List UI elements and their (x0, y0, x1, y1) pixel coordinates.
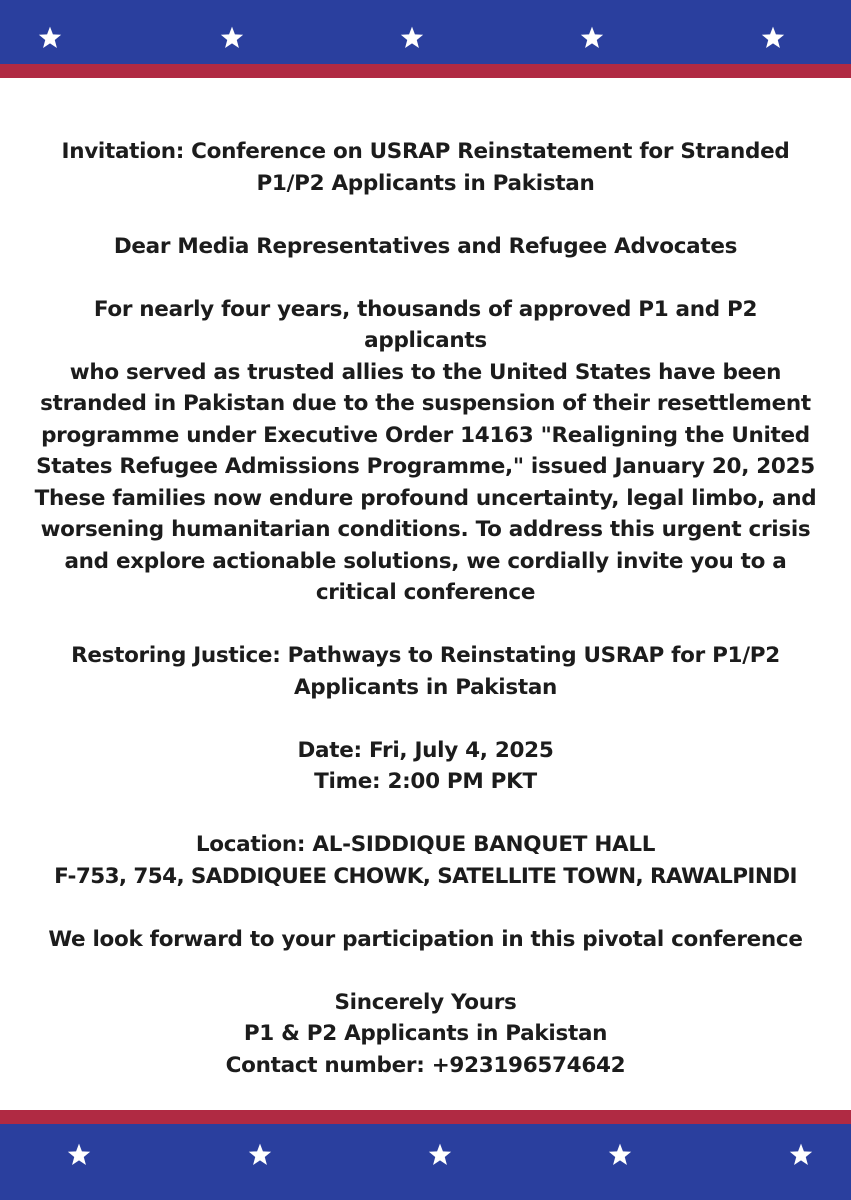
body-line: critical conference (315, 580, 536, 605)
salutation-text: Dear Media Representatives and Refugee Advocates (113, 233, 738, 259)
title-line-1: Invitation: Conference on USRAP Reinstatement for Stranded (61, 139, 790, 164)
body-line: programme under Executive Order 14163 "Realigning the United (41, 422, 810, 448)
star-icon (247, 1142, 273, 1168)
body-line: For nearly four years, thousands of approved P1 and P2 applicants (93, 296, 758, 353)
bottom-blue-band (0, 1124, 851, 1200)
location (30, 829, 821, 892)
sign-off: Sincerely Yours (334, 989, 517, 1015)
conference-line-1: Restoring Justice: Pathways to Reinstating USRAP for P1/P2 (71, 643, 780, 668)
conference-title (30, 640, 821, 703)
star-icon (37, 25, 63, 51)
closing-note-text: We look forward to your participation in this pivotal conference (48, 926, 803, 952)
body-line: who served as trusted allies to the United States have been (69, 359, 782, 385)
salutation (30, 231, 821, 263)
sender: P1 & P2 Applicants in Pakistan (243, 1021, 608, 1046)
venue-address: F-753, 754, SADDIQUEE CHOWK, SATELLITE TOWN, RAWALPINDI (54, 863, 797, 889)
star-icon (399, 25, 425, 51)
body-line: These families now endure profound uncertainty, legal limbo, and (34, 485, 817, 511)
venue-name: Location: AL-SIDDIQUE BANQUET HALL (195, 832, 656, 857)
body-line: stranded in Pakistan due to the suspension of their resettlement (40, 391, 811, 416)
bottom-red-stripe (0, 1110, 851, 1124)
star-icon (788, 1142, 814, 1168)
title-line-2: P1/P2 Applicants in Pakistan (256, 170, 595, 196)
body-line: and explore actionable solutions, we cordially invite you to a (64, 548, 787, 574)
closing-note (30, 924, 821, 956)
star-icon (66, 1142, 92, 1168)
schedule (30, 735, 821, 798)
body-line: worsening humanitarian conditions. To address this urgent crisis (40, 517, 811, 542)
body-paragraph (30, 294, 821, 609)
contact-number: Contact number: +923196574642 (225, 1052, 626, 1078)
top-red-stripe (0, 64, 851, 78)
top-blue-band (0, 0, 851, 64)
conference-line-2: Applicants in Pakistan (293, 674, 558, 700)
body-line: States Refugee Admissions Programme," issued January 20, 2025 (36, 454, 815, 479)
star-icon (579, 25, 605, 51)
star-icon (219, 25, 245, 51)
invitation-title (30, 136, 821, 199)
star-icon (760, 25, 786, 51)
invitation-body (30, 136, 821, 1081)
star-icon (607, 1142, 633, 1168)
event-time: Time: 2:00 PM PKT (314, 769, 537, 794)
event-date: Date: Fri, July 4, 2025 (297, 737, 554, 763)
signature (30, 987, 821, 1082)
star-icon (427, 1142, 453, 1168)
